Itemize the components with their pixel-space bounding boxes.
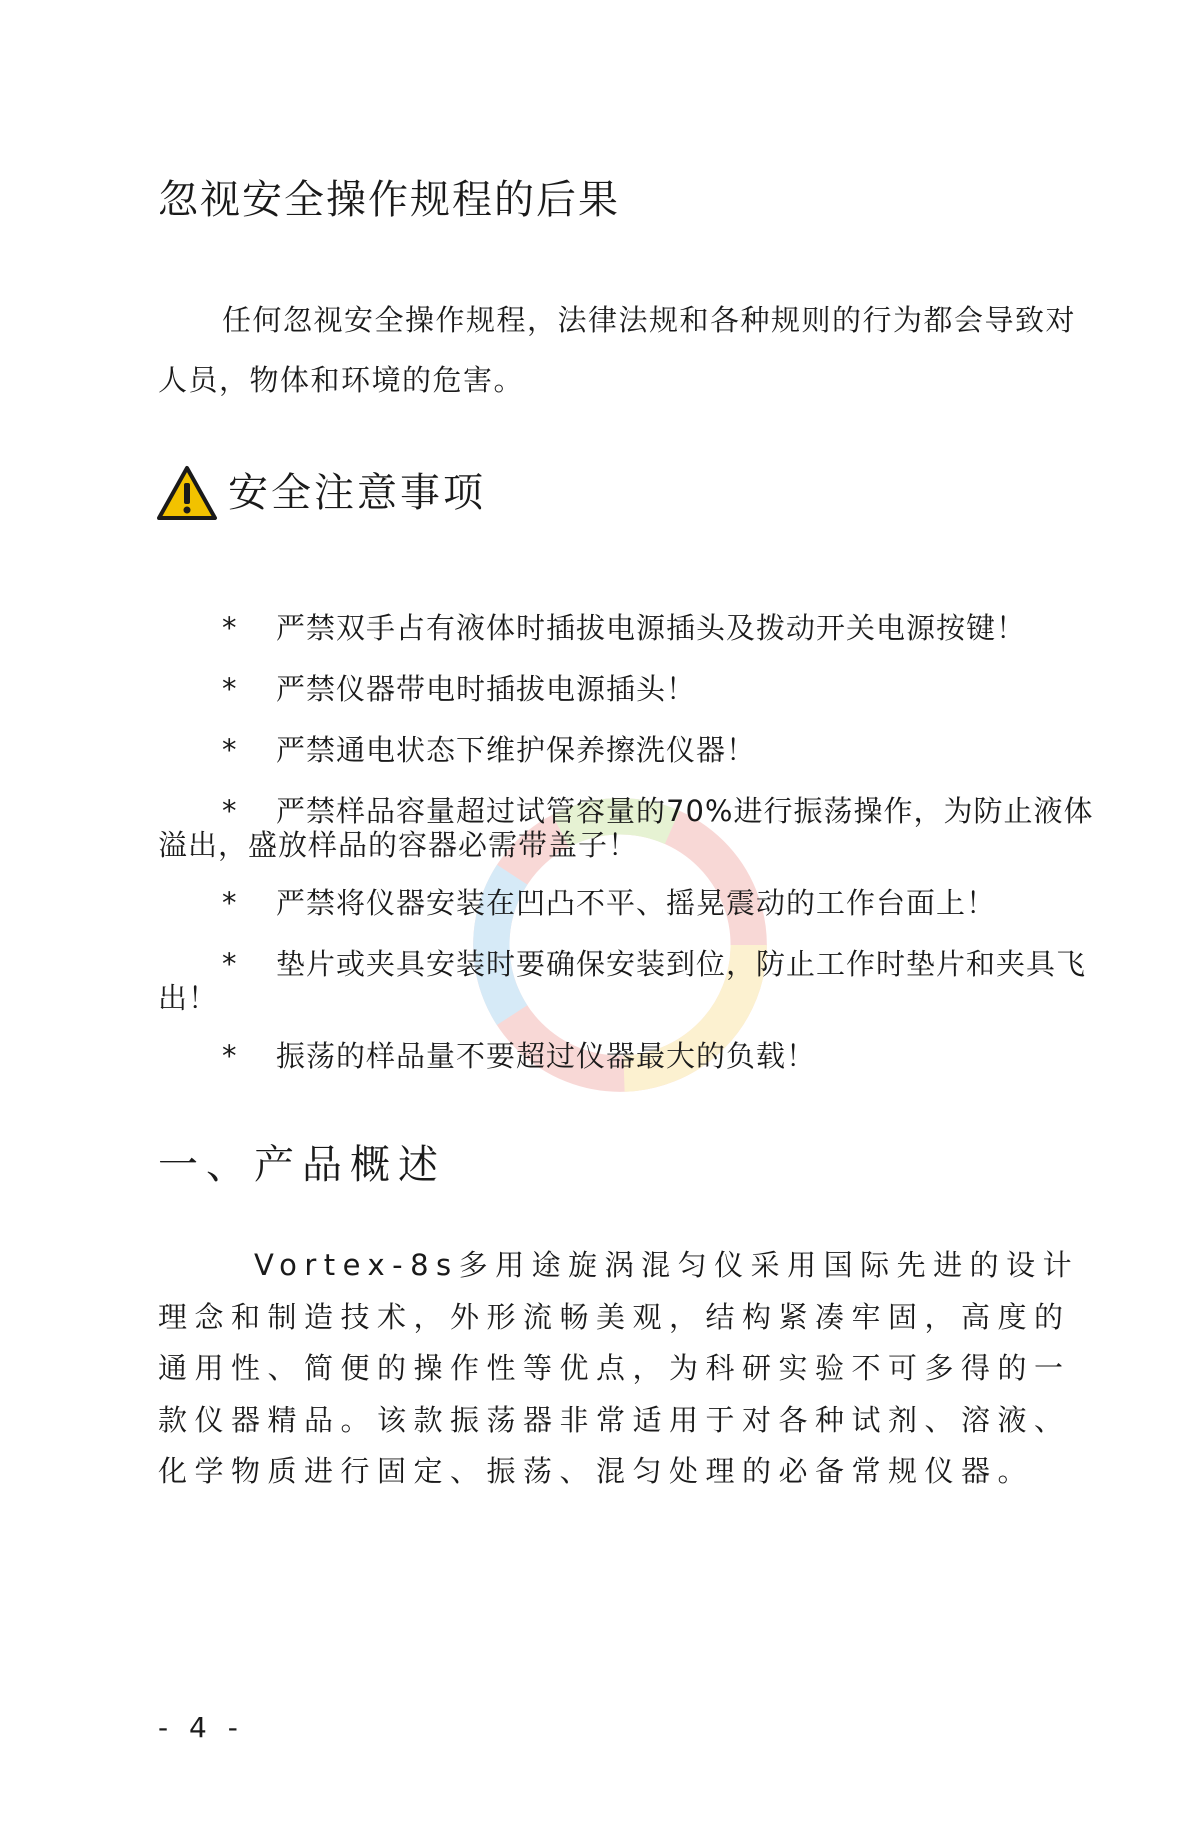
safety-rule: [158, 1039, 1098, 1073]
rule-bullet: *: [222, 1039, 238, 1073]
page-number: - 4 -: [158, 1711, 244, 1744]
safety-rule: [158, 611, 1098, 645]
rule-bullet: *: [222, 886, 238, 920]
rule-text: 严禁通电状态下维护保养擦洗仪器！: [276, 733, 757, 767]
rule-text: 垫片或夹具安装时要确保安装到位，防止工作时垫片和夹具飞出！: [158, 947, 1087, 1015]
warning-triangle-icon: [156, 465, 218, 521]
consequence-paragraph: 任何忽视安全操作规程，法律法规和各种规则的行为都会导致对人员，物体和环境的危害。: [158, 303, 1077, 397]
safety-title: 安全注意事项: [228, 470, 486, 516]
safety-rule: [158, 672, 1098, 706]
safety-heading: [156, 463, 486, 523]
safety-rule: [158, 733, 1098, 767]
consequence-heading: 忽视安全操作规程的后果: [158, 177, 620, 223]
rule-text: 振荡的样品量不要超过仪器最大的负载！: [276, 1039, 817, 1073]
rule-bullet: *: [222, 794, 238, 828]
section-title: 一、产品概述: [158, 1142, 446, 1188]
rule-text: 严禁样品容量超过试管容量的70%进行振荡操作，为防止液体溢出，盛放样品的容器必需带盖子！: [158, 794, 1094, 862]
rule-bullet: *: [222, 611, 238, 645]
rule-text: 严禁将仪器安装在凹凸不平、摇晃震动的工作台面上！: [276, 886, 997, 920]
rule-text: 严禁仪器带电时插拔电源插头！: [276, 672, 697, 706]
rule-bullet: *: [222, 947, 238, 981]
safety-rule: [158, 947, 1098, 1015]
rule-bullet: *: [222, 672, 238, 706]
rule-bullet: *: [222, 733, 238, 767]
overview-paragraph: Vortex-8s多用途旋涡混匀仪采用国际先进的设计理念和制造技术，外形流畅美观，结构紧凑牢固，高度的通用性、简便的操作性等优点，为科研实验不可多得的一款仪器精品。该款振荡器非常适用于对各种试剂、溶液、化学物质进行固定、振荡、混匀处理的必备常规仪器。: [158, 1248, 1080, 1488]
safety-rule: [158, 794, 1098, 862]
safety-rule: [158, 886, 1098, 920]
rule-text: 严禁双手占有液体时插拔电源插头及拨动开关电源按键！: [276, 611, 1027, 645]
